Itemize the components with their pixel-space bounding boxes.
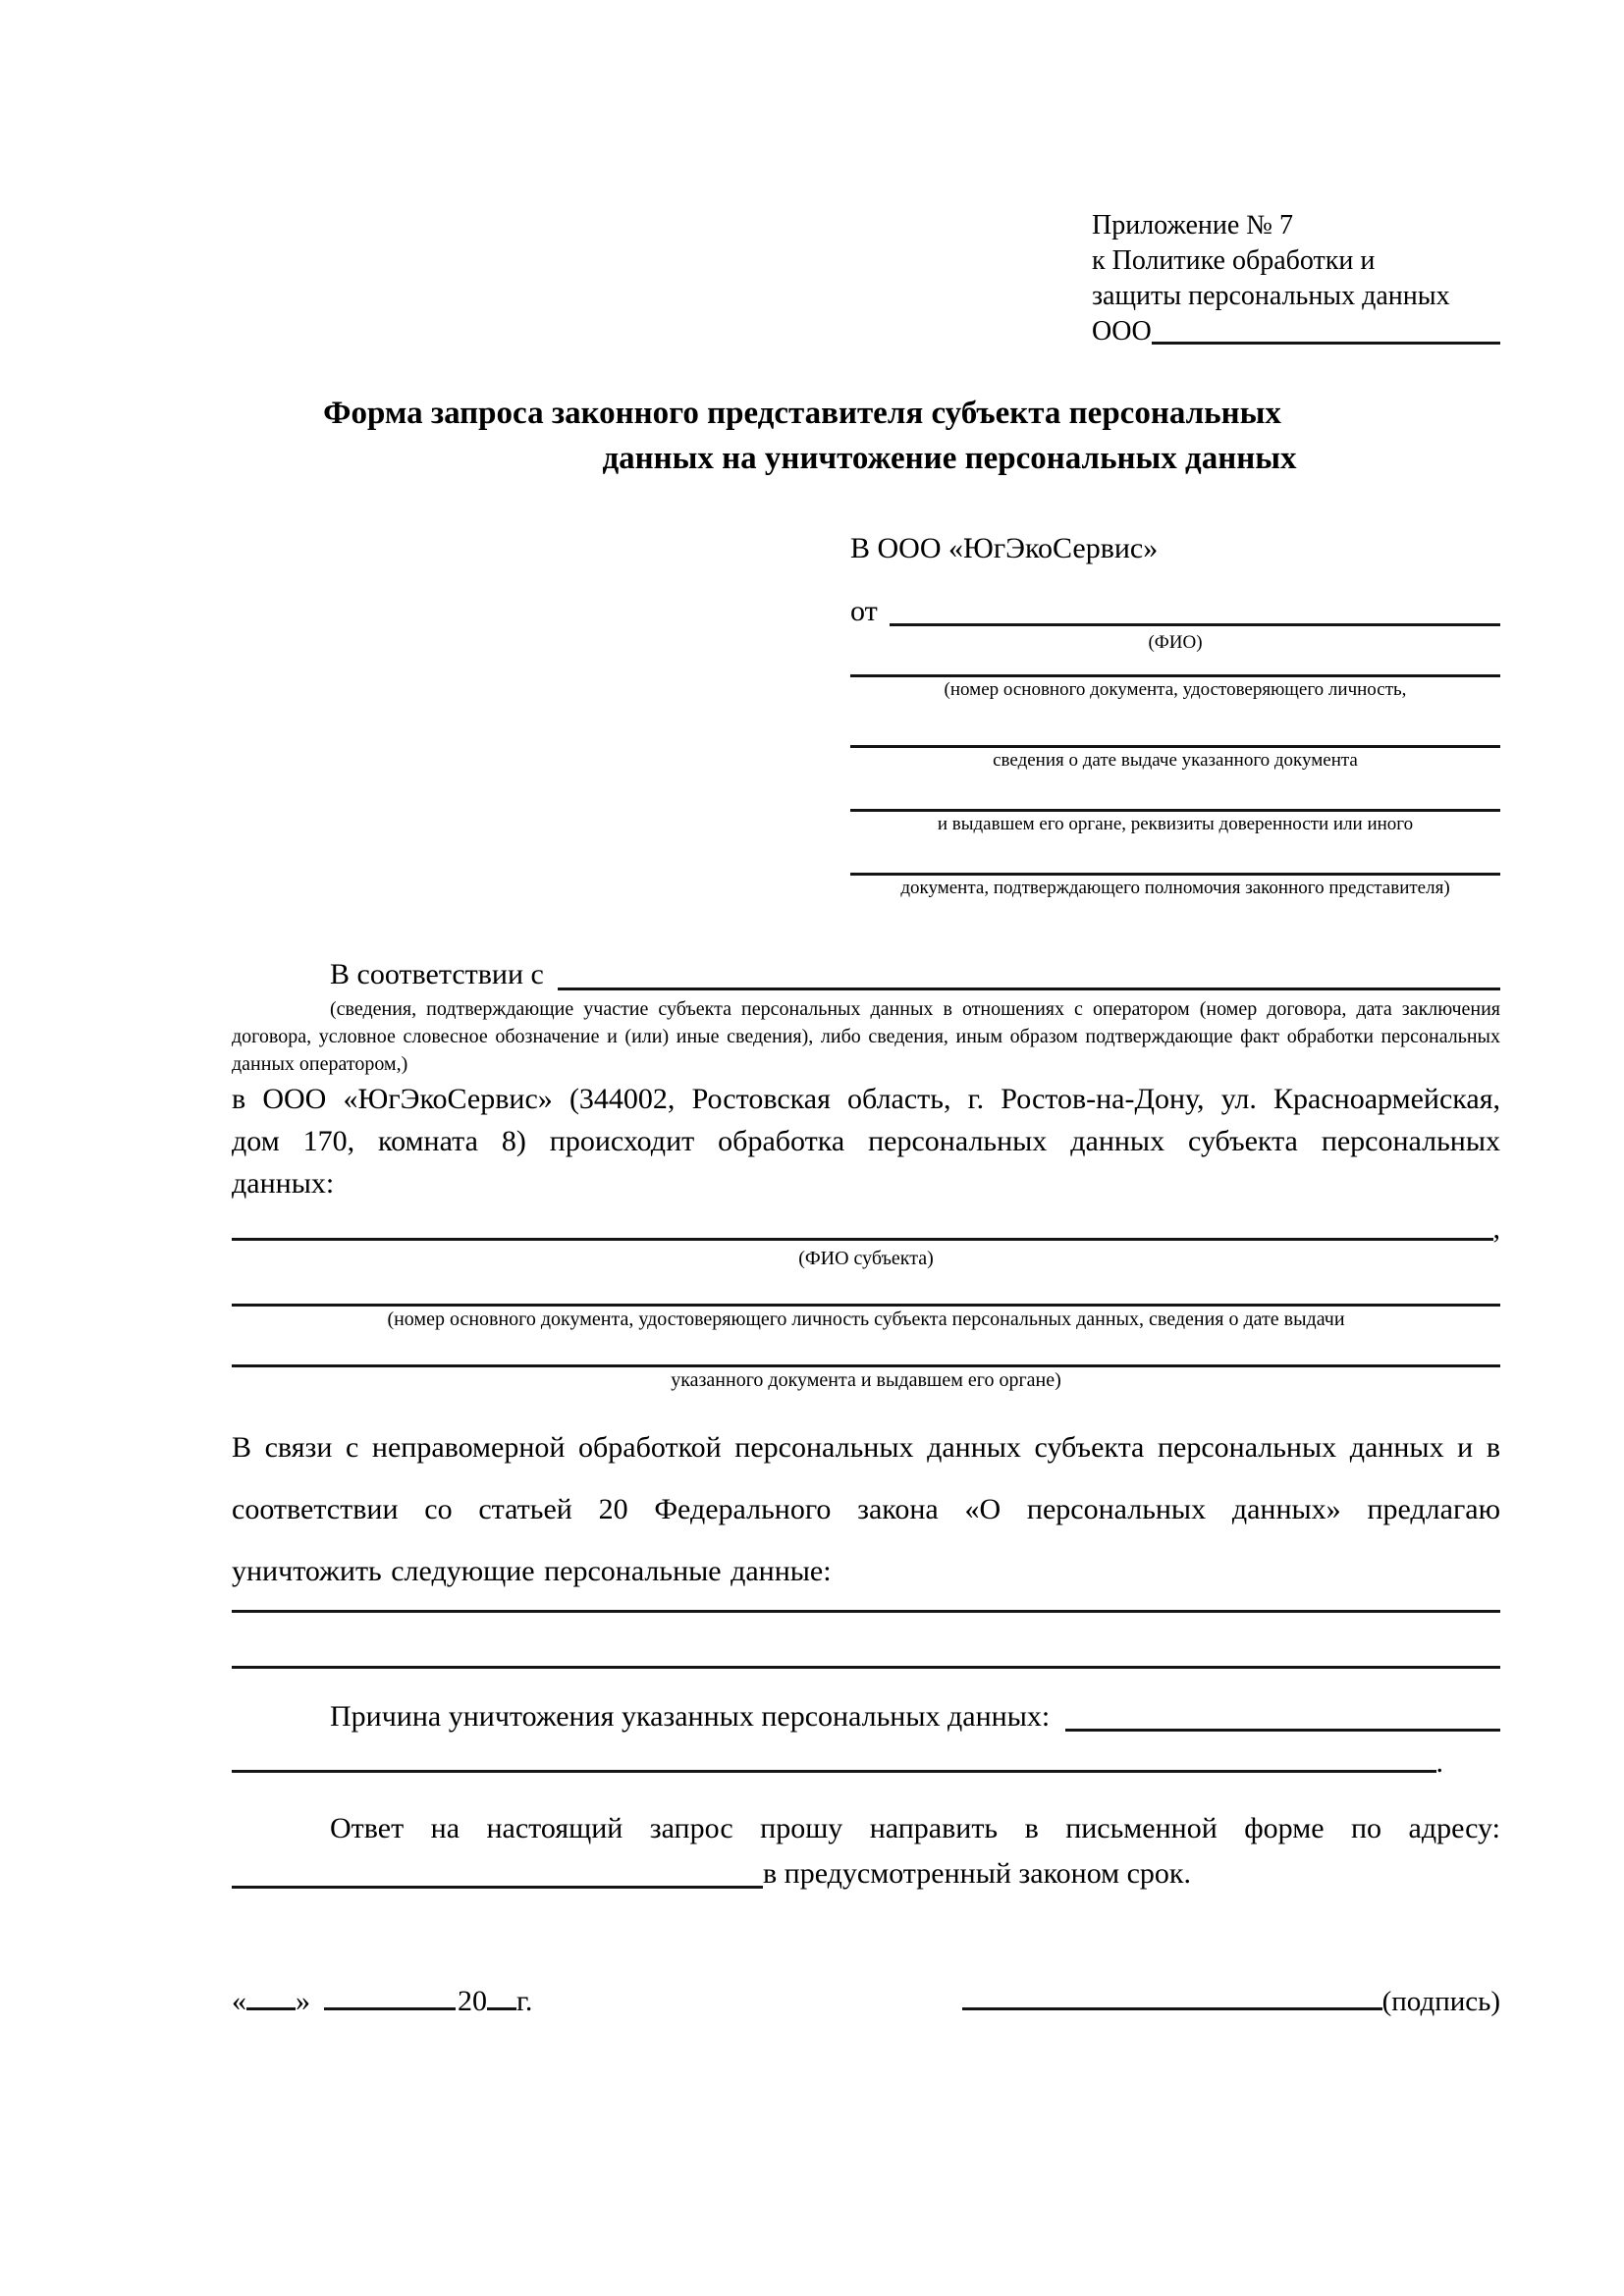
representative-doc-field-4 <box>850 873 1500 901</box>
data-list-blank-line-1 <box>232 1610 1500 1613</box>
operator-paragraph: в ООО «ЮгЭкоСервис» (344002, Ростовская область, г. Ростов-на-Дону, ул. Красноармейская, дом 170, комната 8) происходит обработка персональных данных субъекта персональных данных: <box>232 1083 1500 1200</box>
reply-paragraph: Ответ на настоящий запрос прошу направить в письменной форме по адресу: <box>330 1812 1500 1844</box>
representative-doc-field-3 <box>850 809 1500 837</box>
from-field <box>850 593 1500 630</box>
year-blank-line <box>487 2003 516 2010</box>
representative-doc-field-2 <box>850 745 1500 774</box>
blank-line <box>232 1238 1493 1241</box>
accordance-blank-line <box>558 988 1500 990</box>
subject-doc-caption-2: указанного документа и выдавшем его органе) <box>671 1369 1061 1391</box>
subject-doc-caption-1: (номер основного документа, удостоверяющего личность субъекта персональных данных, сведения о дате выдачи <box>387 1308 1345 1330</box>
signature-blank-line <box>962 2003 1382 2010</box>
trailing-period: . <box>1435 1746 1443 1779</box>
doc-caption-3: и выдавшем его органе, реквизиты доверенности или иного <box>937 814 1414 834</box>
from-blank-line <box>890 623 1500 626</box>
accordance-field <box>232 954 1500 995</box>
month-blank-line <box>324 2003 456 2010</box>
year-suffix: г. <box>516 1985 533 2017</box>
open-quote: « <box>232 1985 246 2017</box>
footer <box>232 1982 1500 2021</box>
reason-field <box>232 1697 1500 1736</box>
doc-caption-4: документа, подтверждающего полномочия законного представителя) <box>900 878 1450 898</box>
doc-caption-1: (номер основного документа, удостоверяющего личность, <box>944 679 1407 700</box>
representative-doc-field-1 <box>850 674 1500 703</box>
form-title-line-1: Форма запроса законного представителя субъекта персональных <box>323 396 1281 431</box>
year-prefix: 20 <box>458 1985 487 2017</box>
reply-suffix: в предусмотренный законом срок. <box>763 1857 1191 1890</box>
close-quote: » <box>296 1985 310 2017</box>
fio-caption: (ФИО) <box>1148 632 1203 653</box>
addressee-block <box>850 530 1500 901</box>
org-prefix: ООО <box>1092 316 1152 347</box>
day-blank-line <box>246 2003 296 2010</box>
from-label: от <box>850 595 878 627</box>
org-name-field <box>1092 314 1500 349</box>
data-list-blank-line-2 <box>232 1666 1500 1669</box>
signature-field <box>962 1982 1500 2021</box>
blank-line <box>232 1770 1436 1773</box>
form-title-line-2: данных на уничтожение персональных данных <box>602 441 1297 476</box>
reason-field-continued <box>232 1748 1500 1778</box>
signature-caption: (подпись) <box>1381 1986 1500 2017</box>
address-blank-line <box>232 1886 763 1889</box>
appendix-line-2: к Политике обработки и <box>1092 245 1376 276</box>
appendix-line-3: защиты персональных данных <box>1092 281 1450 311</box>
trailing-comma: , <box>1492 1212 1500 1245</box>
subject-fio-field <box>232 1212 1500 1246</box>
reason-blank-line <box>1065 1729 1500 1732</box>
reason-label: Причина уничтожения указанных персональных данных: <box>330 1700 1051 1733</box>
accordance-label: В соответствии с <box>330 958 544 990</box>
org-blank-line <box>1152 342 1500 345</box>
form-body <box>232 954 1500 1894</box>
accordance-footnote: (сведения, подтверждающие участие субъекта персональных данных в отношениях с оператором (номер договора, дата заключения договора, условное словесное обозначение и (или) иные сведения), либо сведения, иным образом подтверждающие факт обработки персональных данных оператором,) <box>232 998 1500 1075</box>
doc-caption-2: сведения о дате выдаче указанного документа <box>993 750 1358 771</box>
form-title <box>232 391 1500 481</box>
addressee-org: В ООО «ЮгЭкоСервис» <box>850 532 1159 564</box>
appendix-note <box>1092 208 1500 349</box>
appendix-line-1: Приложение № 7 <box>1092 210 1293 240</box>
reply-address-field <box>232 1854 1500 1894</box>
date-field <box>232 1982 532 2021</box>
demand-paragraph: В связи с неправомерной обработкой персональных данных субъекта персональных данных и в соответствии со статьей 20 Федерального закона «О персональных данных» предлагаю уничтожить следующие персональные данные: <box>232 1431 1500 1587</box>
subject-fio-caption: (ФИО субъекта) <box>798 1248 934 1269</box>
